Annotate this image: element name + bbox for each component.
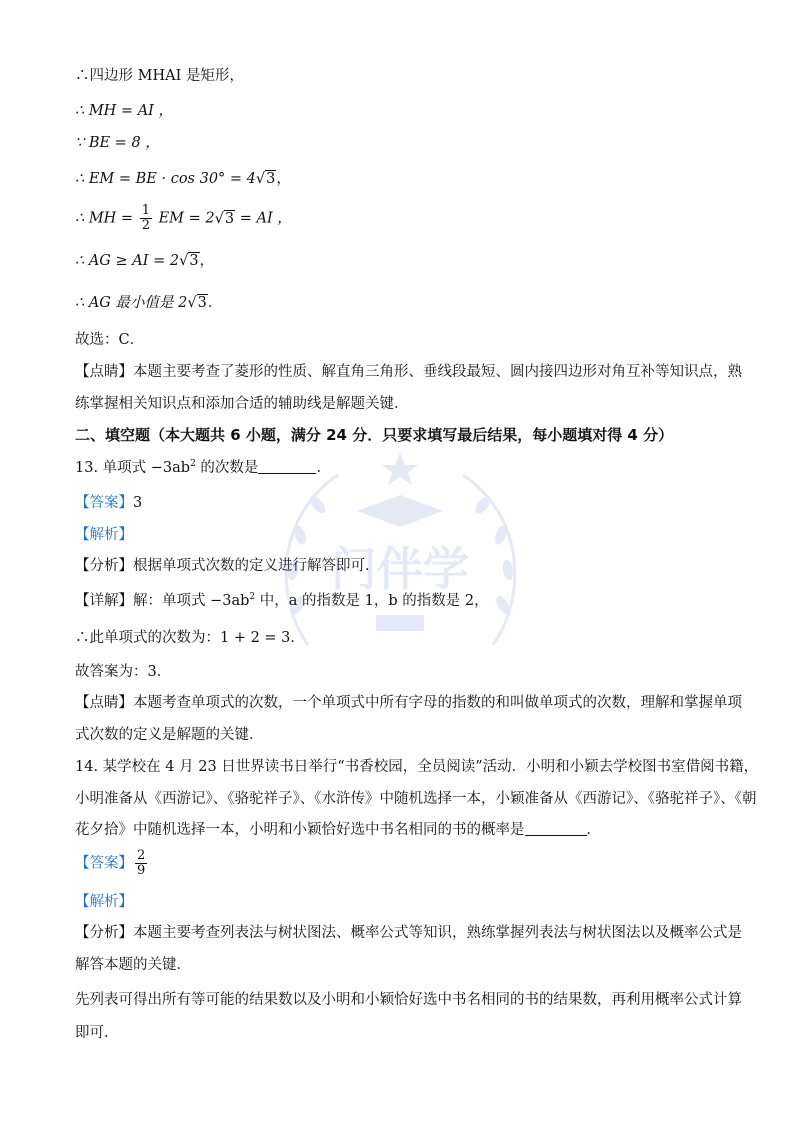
line-tip-2: 练掌握相关知识点和添加合适的辅助线是解题关键． (75, 396, 409, 412)
tip-13-2: 式次数的定义是解题的关键． (75, 727, 264, 743)
final-13: 故答案为：3． (75, 664, 172, 680)
analysis-13: 【分析】根据单项式次数的定义进行解答即可． (75, 558, 380, 574)
question-14-1: 14. 某学校在 4 月 23 日世界读书日举行“书香校园，全员阅读”活动．小明和小颖去学校图书室借阅书籍， (75, 759, 759, 775)
answer-blank (525, 835, 587, 836)
watermark-text: 门伴学 (331, 542, 469, 596)
question-14-2: 小明准备从《西游记》、《骆驼祥子》、《水浒传》中随机选择一本，小颖准备从《西游记》、《骆驼祥子》、《朝 (75, 791, 757, 807)
line-choice: 故选：C． (75, 332, 145, 348)
answer-13: 【答案】3 (75, 495, 143, 511)
sqrt-3: √3 (214, 210, 235, 227)
line-mh-eq-ai: ∴ MH = AI ， (75, 103, 174, 119)
degree-13: ∴此单项式的次数为：1 + 2 = 3． (75, 630, 305, 646)
analysis-label-13: 【解析】 (75, 527, 133, 543)
sqrt-3: √3 (255, 171, 276, 187)
sqrt-3: √3 (187, 295, 207, 311)
analysis-14-4: 即可． (75, 1025, 119, 1041)
line-tip-1: 【点睛】本题主要考查了菱形的性质、解直角三角形、垂线段最短、圆内接四边形对角互补等知识点，熟 (75, 364, 742, 380)
fraction-two-ninths: $\frac{2}{9}$ (137, 848, 146, 878)
question-14-3: 花夕拾》中随机选择一本，小明和小颖恰好选中书名相同的书的概率是 ． (75, 822, 601, 838)
line-em: ∴ EM = BE · cos 30° = 4√3， (75, 171, 291, 187)
fraction-one-half: $\frac{1}{2}$ (141, 203, 150, 233)
analysis-label-14: 【解析】 (75, 894, 133, 910)
line-ag-ge-ai: ∴ AG ≥ AI = 2√3， (75, 253, 215, 269)
sqrt-3: √3 (179, 253, 199, 269)
answer-label: 【答案】 (75, 855, 133, 872)
question-13: 13. 单项式 $-3ab^2$ 的次数是 ． (75, 459, 331, 476)
section-heading-fill-in: 二、填空题（本大题共 6 小题，满分 24 分．只要求填写最后结果，每小题填对得 4 分） (75, 426, 674, 444)
line-ag-min: ∴ AG 最小值是 2√3． (75, 295, 223, 311)
answer-14 (75, 849, 149, 878)
tip-13-1: 【点睛】本题考查单项式的次数，一个单项式中所有字母的指数的和叫做单项式的次数，理解和掌握单项 (75, 695, 742, 711)
answer-label: 【答案】 (75, 495, 133, 511)
line-be-eq-8: ∵ BE = 8 ， (75, 135, 160, 151)
analysis-14-1: 【分析】本题主要考查列表法与树状图法、概率公式等知识，熟练掌握列表法与树状图法以及概率公式是 (75, 925, 742, 941)
line-rectangle: ∴四边形 MHAI 是矩形， (75, 68, 244, 84)
detail-13: 【详解】解：单项式 $-3ab^2$ 中，a 的指数是 1，b 的指数是 2， (75, 592, 489, 609)
answer-blank (258, 473, 316, 474)
analysis-14-2: 解答本题的关键． (75, 957, 191, 973)
em-expr: ∴ EM = BE · cos 30° = 4 (75, 171, 256, 187)
analysis-14-3: 先列表可得出所有等可能的结果数以及小明和小颖恰好选中书名相同的书的结果数，再利用概率公式计算 (75, 992, 742, 1008)
line-mh-half-em: ∴ MH = $\frac{1}{2}$ EM = 2√3 = AI ， (75, 203, 292, 233)
